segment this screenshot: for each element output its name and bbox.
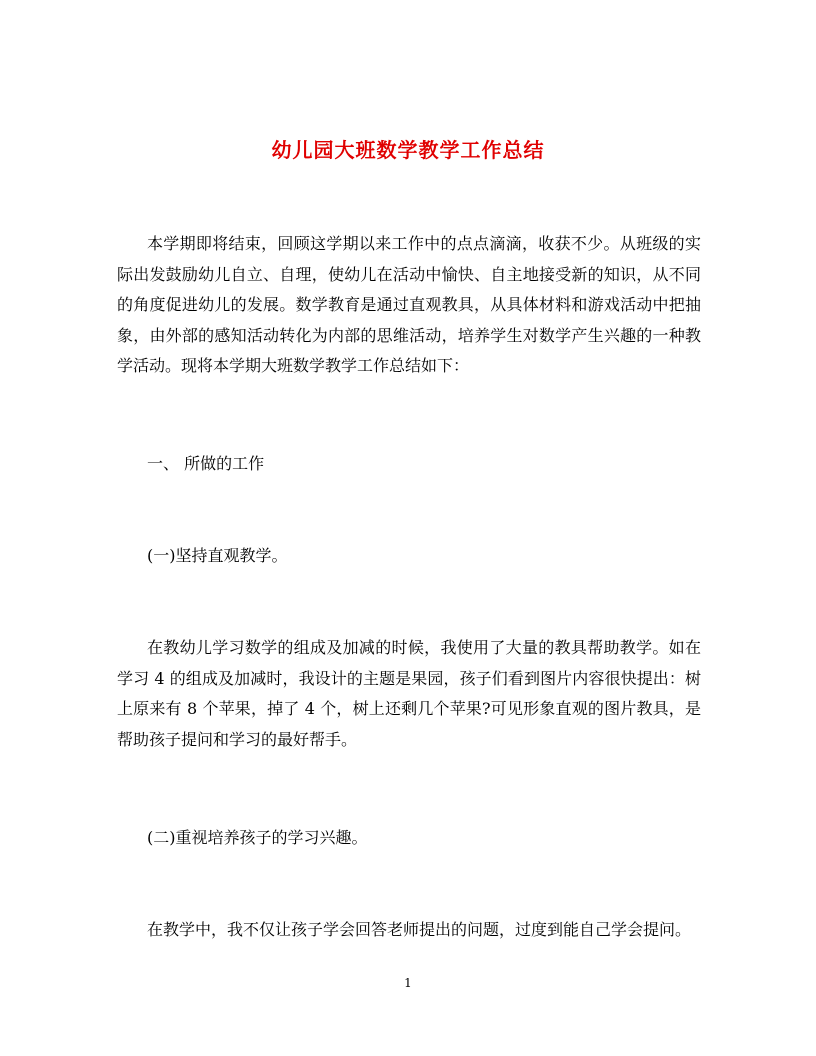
document-title: 幼儿园大班数学教学工作总结 (271, 138, 545, 162)
section-heading-work-done: 一、 所做的工作 (147, 454, 265, 473)
body-paragraph-teaching-aids: 在教幼儿学习数学的组成及加减的时候，我使用了大量的教具帮助教学。如在学习 4 的组成及加减时，我设计的主题是果园，孩子们看到图片内容很快提出：树上原来有 8 个苹果，掉了 4 个，树上还剩几个苹果?可见形象直观的图片教具，是帮助孩子提问和学习的最好帮手。 (117, 638, 701, 749)
subsection-heading-intuitive-teaching: (一)坚持直观教学。 (147, 546, 288, 565)
body-paragraph-asking-questions: 在教学中，我不仅让孩子学会回答老师提出的问题，过度到能自己学会提问。 (147, 920, 692, 939)
page-number: 1 (404, 976, 412, 990)
subsection-heading-learning-interest: (二)重视培养孩子的学习兴趣。 (147, 828, 368, 847)
intro-paragraph: 本学期即将结束，回顾这学期以来工作中的点点滴滴，收获不少。从班级的实际出发鼓励幼儿自立、自理，使幼儿在活动中愉快、自主地接受新的知识，从不同的角度促进幼儿的发展。数学教育是通过直观教具，从具体材料和游戏活动中把抽象，由外部的感知活动转化为内部的思维活动，培养学生对数学产生兴趣的一种教学活动。现将本学期大班数学教学工作总结如下： (117, 234, 701, 375)
